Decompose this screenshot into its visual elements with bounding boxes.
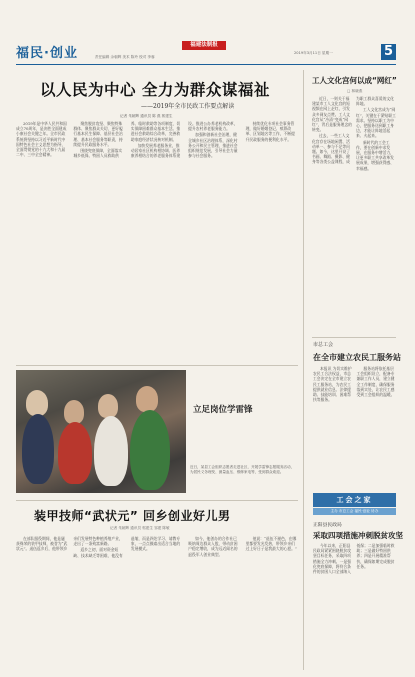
photo-figure [22, 414, 54, 484]
editor-credits: 责任编辑 余朝辉 美术 陈玲 校对 李蓉 [95, 55, 155, 59]
second-byline: 记者 朱朝辉 通讯员 郭建生 邹建 陈敏 [110, 526, 170, 530]
lead-paragraph: 2019年是中华人民共和国成立70周年，是决胜全面建成小康社会关键之年。全市民政系统将坚持以习近平新时代中国特色社会主义思想为指导，全面贯彻党的十九大和十九届二中、三中全会精神。 [16, 121, 67, 158]
union-box-sub: 主办 市总工会 福民·创业 协办 [313, 508, 396, 515]
photo-figure [130, 410, 170, 490]
union-box-header: 工会之家 [313, 493, 396, 507]
sidebar-paragraph: 新时代的工会工作，要在创新中求发展，在服务中增活力，让更多职工共享改革发展成果，增强获得感、幸福感。 [356, 139, 394, 171]
lead-byline: 记者 朱朝辉 通讯员 陈 燕 郭建生 [120, 114, 173, 118]
right-paragraph: 今年以来，正阳县民政局紧紧围绕脱贫攻坚目标任务，采取四项措施全力冲刺。一是强化兜底保障，将符合条件的贫困人口全部纳入低保；二是加强临时救助；三是做好特困供养；四是开展精准帮扶，确保如期完成脱贫任务。 [313, 543, 395, 575]
lead-paragraph: 聚焦脱贫攻坚、聚焦特殊群体、聚焦群众关切，更好履行基本民生保障、基层社会治理、基本社会服务等职责，持续提升民政服务水平。 [73, 121, 123, 147]
lead-paragraph: 持续优化专项社会事务管理，做好婚姻登记、殡葬改革、区划地名等工作，不断提升民政服务的便利化水平。 [245, 121, 295, 142]
photo-figure [26, 390, 48, 416]
lead-subtitle: ——2019年全市民政工作要点解读 [141, 103, 235, 110]
sidebar-byline: □ 林晓燕 [347, 89, 363, 93]
section-divider [312, 337, 396, 338]
lead-paragraph: 加快发展养老服务业，推动居家社区机构相协调、医养康养相结合的养老服务体系建设。推进公办养老机构改革，提升农村养老服务能力。 [130, 121, 238, 159]
sidebar-headline: 工人文化宫何以成“网红” [312, 76, 397, 85]
lead-paragraph: 围绕兜底保障，全面落实城乡低保、特困人员救助供养、临时救助等各项制度，切实保障困难群众基本生活。推进社会救助综合改革，完善救助家庭经济状况核对机制。 [73, 121, 181, 159]
photo-caption: 近日，某县工会组织志愿者走进社区，开展学雷锋志愿服务活动，为居民义务理发、测量血压、维修家电等，受到群众欢迎。 [190, 465, 295, 474]
right-body [313, 366, 396, 486]
photo-figure [94, 416, 128, 486]
photo-figure [58, 422, 92, 484]
column-divider [303, 70, 304, 670]
right-headline-3: 采取四项措施冲刺脱贫攻坚 [313, 531, 403, 540]
section-title: 福民·创业 [16, 46, 78, 61]
right-body-3 [313, 543, 396, 670]
issue-date: 2019年3月11日 星期一 [294, 51, 333, 55]
second-headline: 装甲技师“武状元” 回乡创业好儿男 [34, 509, 231, 523]
lead-body [16, 121, 298, 361]
sidebar-paragraph: 过去，一些工人文化宫存在场地闲置、活动单一、参与不足等问题。如今，这里开设了书画、舞蹈、摄影、健身等各类公益课程，成为职工群众喜爱的文化阵地。 [312, 96, 394, 165]
photo-figure [98, 394, 118, 418]
second-paragraph: 返乡之初，面对资金短缺、技术缺乏等困难，他没有退缩，而是四处学习、请教专家，一点点摸索出适合当地的发展模式。 [73, 536, 181, 558]
right-paragraph: 本报讯 为切实维护农民工合法权益，市总工会决定在全市建立农民工服务站，为农民工提供就业信息、法律援助、技能培训、困难帮扶等服务。 [313, 366, 352, 403]
newspaper-brand: 福建法制报 [182, 41, 226, 50]
second-body [16, 536, 298, 670]
right-headline: 在全市建立农民工服务站 [313, 353, 401, 362]
lead-headline: 以人民为中心 全力为群众谋福祉 [40, 81, 270, 99]
page-number: 5 [381, 44, 396, 60]
sidebar-paragraph: 工人文化宫成为“网红”，关键在于紧贴职工需求。坚持以职工为中心，把服务送到职工身边，才能让阵地活起来、火起来。 [356, 107, 396, 139]
lead-paragraph: 加强和创新社会治理，健全城乡社区治理体系，深化村务公开和民主管理，推进社会组织规范发展，引导社会力量参与社会服务。 [188, 132, 238, 159]
sidebar-paragraph: 近日，一则关于福建某市工人文化宫的短视频在网上走红，引发众多网友点赞。工人文化宫从“冷清”变成“网红”，背后是服务理念的转变。 [312, 96, 352, 133]
second-paragraph: 他说：“退伍不褪色，在哪里都要发光发热，带领乡亲们过上好日子是我最大的心愿。” [245, 536, 297, 552]
sidebar-body [312, 96, 396, 334]
section-divider [16, 365, 298, 366]
right-paragraph: 服务站将依托基层工会组织设立，配备专兼职工作人员，建立健全工作制度，确保服务落到实处，让农民工感受到工会组织的温暖。 [356, 366, 395, 398]
section-divider [16, 500, 298, 501]
second-paragraph: 如今，他创办的合作社已吸纳周边群众入股，带动贫困户稳定增收，成为远近闻名的退役军人创业典型。 [188, 536, 238, 557]
story-kicker: 正阳县民政局 [313, 523, 342, 528]
photo-figure [136, 386, 158, 412]
photo-figure [64, 400, 84, 424]
second-paragraph: 在部队服役期间，他是屡获殊荣的装甲技师，被誉为“武状元”。退伍返乡后，他带领乡亲们发展特色种植养殖产业，走出了一条致富新路。 [16, 536, 123, 552]
header-rule [16, 64, 396, 65]
story-kicker: 市总工会 [313, 342, 334, 348]
news-photo [16, 370, 186, 493]
page-header [0, 30, 415, 70]
photo-headline: 立足岗位学雷锋 [193, 405, 253, 415]
